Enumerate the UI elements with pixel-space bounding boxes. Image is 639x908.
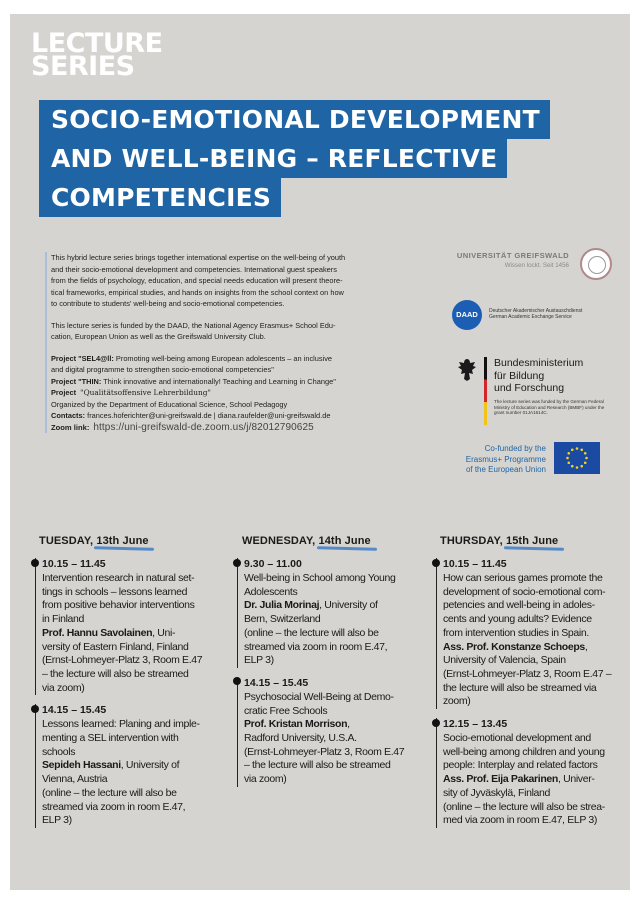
project-qualitaetsoffensive — [51, 387, 401, 399]
daad-badge: DAAD — [452, 300, 482, 330]
session-info-line: Bern, Switzerland — [244, 613, 321, 626]
timeline-dot-icon — [233, 559, 241, 567]
project-text: and digital programme to strengthen socio-emotional competencies" — [51, 365, 274, 374]
eu-line: of the European Union — [465, 465, 546, 474]
zoom-line — [51, 422, 401, 434]
project-label: Project — [51, 388, 77, 397]
timeline-dot-icon — [31, 705, 39, 713]
speaker-line — [244, 718, 427, 732]
bmbf-logo — [456, 357, 616, 429]
session-details — [443, 732, 628, 828]
speaker-affiliation: , — [584, 640, 588, 653]
session-title-line: development of socio-emotional com- — [443, 585, 606, 598]
session-time: 14.15 – 15.45 — [42, 704, 107, 717]
session-details — [42, 718, 230, 828]
lecture-series-label — [31, 28, 163, 82]
speaker-name: Ass. Prof. Konstanze Schoeps — [443, 640, 585, 653]
speaker-affiliation: , — [347, 718, 350, 731]
bmbf-name — [494, 357, 583, 395]
day-name: THURSDAY, — [440, 535, 506, 547]
eu-star-icon — [571, 448, 574, 451]
funding-paragraph — [51, 320, 401, 343]
speaker-line — [244, 599, 427, 613]
session-details — [244, 691, 427, 787]
speaker-affiliation: , University of — [120, 759, 180, 772]
lecture-session — [436, 558, 628, 709]
eu-star-icon — [576, 466, 579, 469]
session-title-line: cratic Free Schools — [244, 704, 328, 717]
session-title-line: Socio-emotional development and — [443, 732, 591, 745]
session-title-line: from positive behavior interventions — [42, 599, 195, 612]
university-greifswald-logo — [456, 248, 612, 282]
daad-line: Deutscher Akademischer Austauschdienst — [489, 308, 583, 314]
speaker-name: Prof. Kristan Morrison — [244, 718, 348, 731]
project-sel4all — [51, 353, 401, 376]
schedule-column-tuesday — [35, 558, 230, 837]
daad-text — [489, 308, 582, 320]
university-tagline: Wissen lockt. Seit 1456 — [504, 262, 569, 269]
project-text: Think innovative and internationally! Teaching and Learning in Change" — [101, 376, 336, 386]
session-info-line: streamed via zoom in room E.47, — [42, 800, 186, 813]
lecture-session — [237, 558, 427, 668]
project-label: Project "THIN: — [51, 376, 102, 386]
eu-cofunded-text — [440, 444, 546, 476]
timeline-dot-icon — [233, 677, 241, 685]
session-title-line: schools — [42, 745, 76, 758]
session-title-line: tings in schools – lessons learned — [42, 585, 188, 598]
contacts-label: Contacts: — [51, 411, 86, 420]
funding-line: cation, European Union as well as the Greifswald University Club. — [51, 332, 266, 341]
session-info-line: (online – the lecture will also be — [42, 786, 177, 799]
session-info-line: – the lecture will also be streamed — [244, 759, 391, 772]
day-name: WEDNESDAY, — [242, 535, 319, 547]
organizer-line: Organized by the Department of Educational Science, School Pedagogy — [51, 399, 288, 409]
session-info-line: University of Valencia, Spain — [443, 654, 566, 667]
timeline-dot-icon — [432, 559, 440, 567]
contacts-emails[interactable]: frances.hoferichter@uni-greifswald.de | diana.raufelder@uni-greifswald.de — [85, 411, 331, 420]
session-info-line: ELP 3) — [42, 814, 72, 827]
session-title-line: Intervention research in natural set- — [42, 572, 195, 584]
day-heading-tuesday — [39, 535, 149, 547]
day-name: TUESDAY, — [39, 535, 97, 547]
eu-star-icon — [571, 465, 574, 468]
intro-line: tical frameworks, empirical studies, and hands on insights from the school context on how — [51, 287, 344, 297]
eu-star-icon — [584, 461, 587, 464]
german-flag-stripe — [484, 357, 487, 425]
session-info-line: ELP 3) — [244, 654, 274, 667]
session-info-line: streamed via zoom in room E.47, — [244, 640, 388, 653]
session-info-line: the lecture will also be streamed via — [443, 681, 597, 694]
session-title-line: menting a SEL intervention with — [42, 732, 179, 745]
bmbf-line: und Forschung — [494, 382, 565, 394]
session-title-line: Lessons learned: Planing and imple- — [42, 718, 200, 731]
series-line: LECTURE — [31, 28, 163, 59]
bmbf-line: für Bildung — [494, 369, 545, 382]
series-line: SERIES — [31, 51, 135, 82]
session-info-line: med via zoom in room E.47, ELP 3) — [443, 814, 597, 827]
bmbf-grant-note: The lecture series was funded by the German Federal Ministry of Education and Research (BMBF) under the grant number 01JA1614C. — [494, 399, 605, 416]
session-info-line: zoom) — [443, 695, 471, 708]
session-info-line: (Ernst-Lohmeyer-Platz 3, Room E.47 – — [443, 667, 612, 680]
session-info-line: via zoom) — [42, 681, 85, 694]
day-date: 15th June — [506, 535, 559, 547]
title-line-3: COMPETENCIES — [39, 178, 281, 217]
schedule-column-wednesday — [237, 558, 427, 796]
eu-star-icon — [566, 457, 569, 460]
intro-paragraph — [51, 252, 401, 310]
speaker-line — [42, 759, 230, 773]
lecture-session — [237, 677, 427, 787]
day-heading-wednesday — [242, 535, 371, 547]
session-details — [42, 572, 230, 695]
session-info-line: (Ernst-Lohmeyer-Platz 3, Room E.47 — [42, 654, 203, 667]
speaker-affiliation: , University of — [319, 599, 378, 612]
session-details — [244, 572, 427, 668]
speaker-name: Prof. Hannu Savolainen — [42, 626, 153, 639]
day-heading-thursday — [440, 535, 558, 547]
bmbf-line: Bundesministerium — [494, 357, 584, 369]
title-line-1: SOCIO-EMOTIONAL DEVELOPMENT — [39, 100, 550, 139]
session-title-line: Well-being in School among Young — [244, 572, 396, 584]
funding-line: This lecture series is funded by the DAAD, the National Agency Erasmus+ School Edu- — [51, 320, 336, 330]
day-date: 14th June — [318, 535, 371, 547]
eu-line: Erasmus+ Programme — [465, 454, 546, 464]
session-info-line: (online – the lecture will also be strea- — [443, 800, 605, 813]
eu-star-icon — [567, 461, 570, 464]
session-title-line: in Finland — [42, 613, 85, 626]
session-info-line: Vienna, Austria — [42, 773, 108, 786]
speaker-name: Sepideh Hassani — [42, 759, 121, 772]
session-time: 14.15 – 15.45 — [244, 676, 309, 689]
session-title-line: Psychosocial Well-Being at Demo- — [244, 690, 394, 703]
lecture-session — [35, 704, 230, 828]
session-time: 12.15 – 13.45 — [443, 718, 508, 731]
session-info-line: via zoom) — [244, 773, 287, 786]
session-title-line: well-being among children and young — [443, 745, 605, 758]
eu-line: Co-funded by the — [484, 444, 546, 453]
day-date: 13th June — [96, 535, 149, 547]
session-time: 10.15 – 11.45 — [42, 558, 106, 570]
project-thin — [51, 376, 401, 388]
contacts-line — [51, 410, 401, 422]
timeline-dot-icon — [31, 559, 39, 567]
session-title-line: petencies and well-being in adoles- — [443, 599, 595, 612]
session-title-line: cents and young adults? Evidence — [443, 613, 592, 626]
session-info-line: Radford University, U.S.A. — [244, 732, 357, 745]
speaker-line — [42, 627, 230, 641]
project-label: Project "SEL4@ll: — [51, 353, 114, 363]
session-info-line: (Ernst-Lohmeyer-Platz 3, Room E.47 — [244, 745, 405, 758]
speaker-affiliation: , Uni- — [152, 626, 176, 639]
university-name: UNIVERSITÄT GREIFSWALD — [456, 251, 569, 260]
session-details — [443, 572, 628, 709]
session-info-line: versity of Eastern Finland, Finland — [42, 640, 189, 653]
title-line-2: AND WELL-BEING – REFLECTIVE — [39, 139, 507, 178]
session-info-line: – the lecture will also be streamed — [42, 667, 189, 680]
eu-star-icon — [584, 452, 587, 455]
lecture-session — [35, 558, 230, 695]
zoom-link[interactable]: https://uni-greifswald-de.zoom.us/j/82012790625 — [93, 421, 314, 433]
intro-line: and their socio-emotional development and competencies. International guest speakers — [51, 264, 337, 274]
eu-star-icon — [567, 452, 570, 455]
project-text: "Qualitätsoffensive Lehrerbildung" — [80, 388, 211, 397]
session-title-line: people: Interplay and related factors — [443, 759, 598, 772]
session-info-line: sity of Jyväskylä, Finland — [443, 786, 551, 799]
intro-line: from the fields of psychology, education, and special needs education will present theore- — [51, 276, 343, 285]
session-info-line: (online – the lecture will also be — [244, 626, 379, 639]
zoom-label: Zoom link: — [51, 422, 90, 432]
eu-star-icon — [585, 457, 588, 460]
session-time: 9.30 – 11.00 — [244, 558, 302, 570]
eu-star-icon — [576, 447, 579, 450]
speaker-name: Ass. Prof. Eija Pakarinen — [443, 773, 558, 786]
session-title-line: How can serious games promote the — [443, 572, 603, 584]
timeline-dot-icon — [432, 719, 440, 727]
university-seal-icon — [580, 248, 612, 280]
eu-star-icon — [580, 465, 583, 468]
session-title-line: Adolescents — [244, 585, 298, 598]
poster — [10, 14, 630, 890]
schedule-column-thursday — [436, 558, 628, 837]
session-title-line: from intervention studies in Spain. — [443, 626, 589, 639]
session-time: 10.15 – 11.45 — [443, 558, 507, 570]
intro-text — [45, 252, 401, 433]
intro-line: to contribute to students' well-being and socio-emotional competencies. — [51, 299, 285, 308]
daad-line: German Academic Exchange Service — [489, 314, 572, 321]
intro-line: This hybrid lecture series brings together international expertise on the well-being of youth — [51, 253, 346, 262]
speaker-affiliation: , Univer- — [557, 773, 595, 786]
lecture-session — [436, 718, 628, 828]
speaker-line — [443, 773, 628, 787]
erasmus-eu-logo — [440, 442, 600, 476]
project-text: Promoting well-being among European adolescents – an inclusive — [113, 353, 333, 363]
speaker-name: Dr. Julia Morinaj — [244, 599, 320, 612]
daad-logo — [452, 300, 612, 330]
eu-star-icon — [580, 448, 583, 451]
federal-eagle-icon — [456, 357, 478, 383]
eu-flag-icon — [554, 442, 600, 474]
speaker-line — [443, 641, 628, 655]
